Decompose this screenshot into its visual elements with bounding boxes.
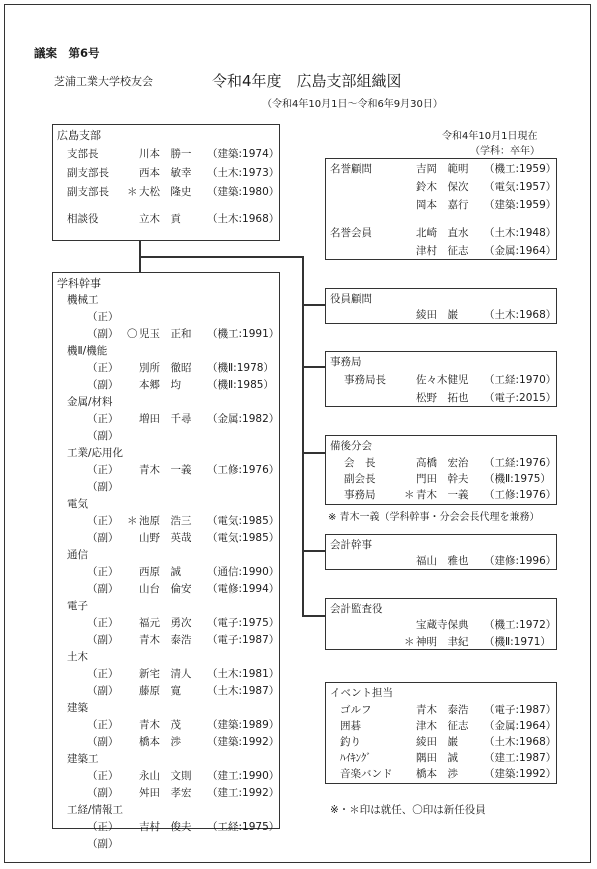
bingo-name: 高橋 宏治 [416, 457, 469, 469]
honorary-role: 名誉顧問 [330, 163, 372, 175]
dept-officer-name: 永山 文則 [139, 770, 192, 782]
auditor-name: 宝蔵寺保典 [416, 619, 469, 631]
event-dept: （電子:1987） [484, 704, 557, 716]
dept-officer-name: 青木 泰浩 [139, 634, 192, 646]
honorary-dept: （土木:1948） [484, 227, 557, 239]
dept-officer-name: 青木 一義 [139, 464, 192, 476]
event-name: 津木 征志 [416, 720, 469, 732]
inaugural-mark: ＊ [127, 186, 138, 198]
honorary-dept: （電気:1957） [484, 181, 557, 193]
dept-group-name: 機械工 [67, 294, 99, 306]
dept-officer-dept: （電修:1994） [207, 583, 280, 595]
dept-position: （副） [87, 634, 119, 646]
advisor-title: 役員顧問 [330, 293, 372, 305]
dept-position: （副） [87, 583, 119, 595]
bingo-role: 副会長 [344, 473, 376, 485]
honorary-name: 北崎 直水 [416, 227, 469, 239]
dept-position: （副） [87, 736, 119, 748]
bingo-dept: （機Ⅱ:1975） [484, 473, 551, 485]
dept-position: （正） [87, 719, 119, 731]
event-name: 隅田 誠 [416, 752, 458, 764]
office-title: 事務局 [330, 356, 362, 368]
dept-officer-name: 山野 英哉 [139, 532, 192, 544]
branch-box [52, 124, 280, 241]
dept-officer-name: 本郷 均 [139, 379, 181, 391]
dept-group-name: 電子 [67, 600, 88, 612]
honorary-role: 名誉会員 [330, 227, 372, 239]
connector-treasurer [302, 550, 326, 552]
dept-position: （副） [87, 481, 119, 493]
dept-officer-dept: （電子:1975） [207, 617, 280, 629]
dept-managers-box [52, 272, 280, 850]
connector-horizontal [139, 256, 303, 258]
as-of-date: 令和4年10月1日現在 [442, 131, 538, 142]
bingo-role: 事務局 [344, 489, 376, 501]
office-dept: （工経:1970） [484, 374, 557, 386]
dept-position: （正） [87, 515, 119, 527]
dept-officer-name: 藤原 寛 [139, 685, 181, 697]
dept-position: （副） [87, 328, 119, 340]
event-dept: （金属:1964） [484, 720, 557, 732]
branch-name: 川本 勝一 [139, 148, 192, 160]
connector-trunk [302, 256, 304, 616]
branch-role: 相談役 [67, 213, 99, 225]
office-name: 佐々木健児 [416, 374, 469, 386]
event-role: 囲碁 [340, 720, 361, 732]
dept-group-name: 建築工 [67, 753, 99, 765]
dept-position: （正） [87, 566, 119, 578]
office-box [325, 351, 557, 407]
dept-officer-dept: （建工:1990） [207, 770, 280, 782]
dept-officer-dept: （電気:1985） [207, 515, 280, 527]
dept-officer-name: 児玉 正和 [139, 328, 192, 340]
dept-managers-title: 学科幹事 [57, 277, 101, 290]
branch-dept: （建築:1980） [207, 186, 280, 198]
honorary-name: 吉岡 範明 [416, 163, 469, 175]
connector-office [302, 366, 326, 368]
dept-position: （副） [87, 379, 119, 391]
branch-name: 西本 敏幸 [139, 167, 192, 179]
auditor-title: 会計監査役 [330, 603, 383, 615]
treasurer-title: 会計幹事 [330, 539, 372, 551]
term-period: （令和4年10月1日～令和6年9月30日） [262, 99, 443, 110]
treasurer-dept: （建修:1996） [484, 555, 557, 567]
dept-position: （正） [87, 362, 119, 374]
dept-officer-name: 増田 千尋 [139, 413, 192, 425]
dept-group-name: 工経/情報工 [67, 804, 124, 816]
honorary-name: 岡本 嘉行 [416, 199, 469, 211]
dept-officer-dept: （工経:1975） [207, 821, 280, 833]
auditor-box [325, 598, 557, 650]
dept-position: （正） [87, 311, 119, 323]
inaugural-mark: ＊ [404, 489, 415, 501]
bingo-dept: （工経:1976） [484, 457, 557, 469]
dept-group-name: 金属/材料 [67, 396, 113, 408]
dept-group-name: 土木 [67, 651, 88, 663]
dept-group-name: 工業/応用化 [67, 447, 124, 459]
bingo-role: 会 長 [344, 457, 376, 469]
dept-position: （正） [87, 821, 119, 833]
page-title: 令和4年度 広島支部組織図 [212, 72, 402, 90]
dept-position: （正） [87, 617, 119, 629]
dept-officer-dept: （電気:1985） [207, 532, 280, 544]
dept-officer-dept: （土木:1981） [207, 668, 280, 680]
dept-officer-name: 別所 徹昭 [139, 362, 192, 374]
advisor-name: 綾田 巌 [416, 309, 458, 321]
dept-officer-name: 池原 浩三 [139, 515, 192, 527]
org-name: 芝浦工業大学校友会 [54, 75, 153, 88]
dept-officer-dept: （建築:1989） [207, 719, 280, 731]
honorary-name: 津村 征志 [416, 245, 469, 257]
office-role: 事務局長 [344, 374, 386, 386]
branch-role: 支部長 [67, 148, 99, 160]
event-dept: （建築:1992） [484, 768, 557, 780]
inaugural-mark: ＊ [404, 636, 415, 648]
honorary-name: 鈴木 保次 [416, 181, 469, 193]
dept-position: （副） [87, 838, 119, 850]
dept-group-name: 電気 [67, 498, 88, 510]
honorary-dept: （金属:1964） [484, 245, 557, 257]
dept-officer-name: 舛田 孝宏 [139, 787, 192, 799]
branch-role: 副支部長 [67, 167, 109, 179]
dept-officer-dept: （機工:1991） [207, 328, 280, 340]
bingo-title: 備後分会 [330, 440, 372, 452]
event-role: 音楽バンド [340, 768, 393, 780]
branch-dept: （土木:1968） [207, 213, 280, 225]
dept-officer-dept: （通信:1990） [207, 566, 280, 578]
advisor-box [325, 288, 557, 324]
connector-advisor [302, 304, 326, 306]
dept-position: （正） [87, 668, 119, 680]
event-name: 綾田 巌 [416, 736, 458, 748]
dept-officer-name: 福元 勇次 [139, 617, 192, 629]
bingo-name: 門田 幹夫 [416, 473, 469, 485]
dept-position: （副） [87, 430, 119, 442]
office-name: 松野 拓也 [416, 392, 469, 404]
dept-officer-name: 橋本 渉 [139, 736, 181, 748]
advisor-dept: （土木:1968） [484, 309, 557, 321]
agenda-label: 議案 第6号 [34, 46, 100, 60]
branch-name: 大松 隆史 [139, 186, 192, 198]
bingo-dept: （工修:1976） [484, 489, 557, 501]
dept-position: （正） [87, 413, 119, 425]
event-dept: （建工:1987） [484, 752, 557, 764]
dept-officer-name: 青木 茂 [139, 719, 181, 731]
dept-officer-dept: （建築:1992） [207, 736, 280, 748]
branch-role: 副支部長 [67, 186, 109, 198]
dept-position: （副） [87, 685, 119, 697]
branch-title: 広島支部 [57, 129, 101, 142]
auditor-dept: （機Ⅱ:1971） [484, 636, 551, 648]
auditor-dept: （機工:1972） [484, 619, 557, 631]
dept-position: （副） [87, 787, 119, 799]
dept-officer-dept: （機Ⅱ:1978） [207, 362, 274, 374]
bingo-name: 青木 一義 [416, 489, 469, 501]
branch-dept: （建築:1974） [207, 148, 280, 160]
event-dept: （土木:1968） [484, 736, 557, 748]
dept-position: （正） [87, 770, 119, 782]
dept-officer-dept: （建工:1992） [207, 787, 280, 799]
officer-mark: 〇 [127, 328, 138, 340]
treasurer-name: 福山 雅也 [416, 555, 469, 567]
dept-group-name: 通信 [67, 549, 88, 561]
dept-officer-name: 山台 倫安 [139, 583, 192, 595]
branch-name: 立木 貢 [139, 213, 181, 225]
office-dept: （電子:2015） [484, 392, 557, 404]
dept-officer-name: 吉村 俊夫 [139, 821, 192, 833]
dept-position: （副） [87, 532, 119, 544]
dept-officer-name: 新宅 清人 [139, 668, 192, 680]
dept-officer-dept: （土木:1987） [207, 685, 280, 697]
treasurer-box [325, 534, 557, 570]
bingo-box [325, 435, 557, 505]
dept-officer-dept: （金属:1982） [207, 413, 280, 425]
event-role: ゴルフ [340, 704, 372, 716]
honorary-dept: （建築:1959） [484, 199, 557, 211]
bingo-note: ※ 青木一義（学科幹事・分会会長代理を兼務） [328, 512, 540, 523]
dept-officer-dept: （機Ⅱ:1985） [207, 379, 274, 391]
honorary-box [325, 158, 557, 260]
dept-group-name: 建築 [67, 702, 88, 714]
connector-auditor [302, 615, 326, 617]
auditor-name: 神明 聿紀 [416, 636, 469, 648]
legend-hint: （学科：卒年） [470, 146, 540, 157]
event-role: 釣り [340, 736, 361, 748]
event-box [325, 682, 557, 784]
event-name: 橋本 渉 [416, 768, 458, 780]
dept-officer-dept: （工修:1976） [207, 464, 280, 476]
dept-position: （正） [87, 464, 119, 476]
dept-officer-name: 西原 誠 [139, 566, 181, 578]
dept-officer-dept: （電子:1987） [207, 634, 280, 646]
connector-bingo [302, 452, 326, 454]
honorary-dept: （機工:1959） [484, 163, 557, 175]
event-name: 青木 泰浩 [416, 704, 469, 716]
footnote: ※・＊印は就任、〇印は新任役員 [330, 804, 486, 816]
officer-mark: ＊ [127, 515, 138, 527]
event-role: ﾊｲｷﾝｸﾞ [340, 752, 372, 764]
event-title: イベント担当 [330, 687, 393, 699]
dept-group-name: 機Ⅱ/機能 [67, 345, 108, 357]
branch-dept: （土木:1973） [207, 167, 280, 179]
